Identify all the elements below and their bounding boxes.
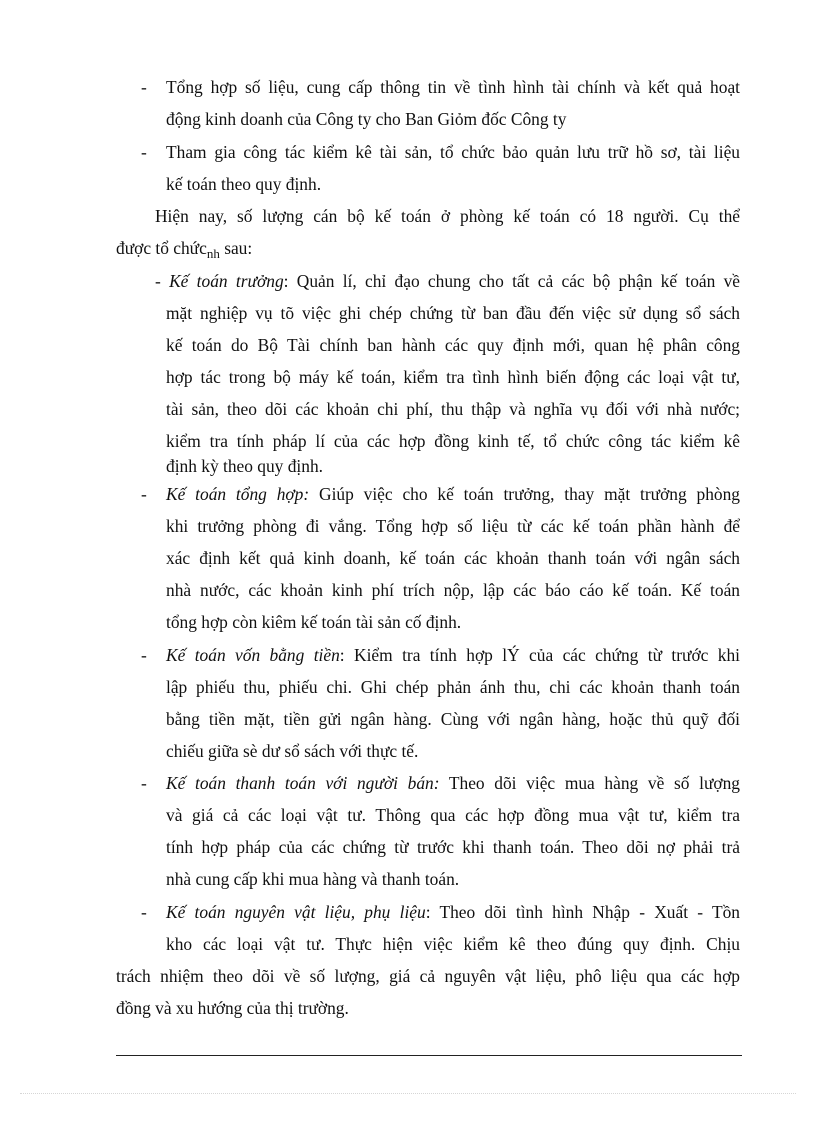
role-line: kiểm tra tính pháp lí của các hợp đồng kinh tế, tổ chức công tác kiểm kê [166,431,740,451]
bullet-line: kế toán theo quy định. [166,174,322,194]
role-line: mặt nghiệp vụ tõ việc ghi chép chứng từ ban đầu đến việc sử dụng sổ sách [166,303,740,323]
role-line: xác định kết quả kinh doanh, kế toán các khoản thanh toán với ngân sách [166,548,740,568]
role-separator: : [283,271,289,291]
role-line: nhà cung cấp khi mua hàng và thanh toán. [166,869,460,889]
bullet-dash: - [141,773,147,793]
role-first-line [166,483,740,505]
role-line: tính hợp pháp của các chứng từ trước khi thanh toán. Theo dõi nợ phải trả [166,837,740,857]
intro-text: sau: [224,238,253,258]
role-line: khi trưởng phòng đi vắng. Tổng hợp số liệu từ các kế toán phần hành để [166,516,740,536]
intro-fragment: nh [206,246,220,261]
footer-rule [116,1055,742,1056]
bullet-dash: - [141,484,147,504]
role-line: tổng hợp còn kiêm kế toán tài sản cố định. [166,612,462,632]
role-line: nhà nước, các khoản kinh phí trích nộp, lập các báo cáo kế toán. Kế toán [166,580,740,600]
role-text: Kiểm tra tính hợp lÝ của các chứng từ trước khi [344,645,740,665]
closing-line: trách nhiệm theo dõi về số lượng, giá cả nguyên vật liệu, phô liệu qua các hợp [116,966,740,986]
role-line: kho các loại vật tư. Thực hiện việc kiểm kê theo đúng quy định. Chịu [166,934,740,954]
role-first-line [166,644,740,666]
role-line: tài sản, theo dõi các khoản chi phí, thu thập và nghĩa vụ đối với nhà nước; [166,399,740,419]
role-separator: : [425,902,431,922]
intro-line [116,237,252,261]
role-line: và giá cả các loại vật tư. Thông qua các hợp đồng mua vật tư, kiểm tra [166,805,740,825]
bullet-dash: - [141,645,147,665]
page-edge-dotted-line [20,1093,796,1094]
bullet-dash: - [141,142,147,162]
role-text: Quản lí, chỉ đạo chung cho tất cả các bộ phận kế toán về [288,271,741,291]
role-text: Theo dõi tình hình Nhập - Xuất - Tồn [430,902,740,922]
role-line: lập phiếu thu, phiếu chi. Ghi chép phản ánh thu, chi các khoản thanh toán [166,677,740,697]
role-first-line [155,270,740,292]
role-line: kế toán do Bộ Tài chính ban hành các quy định mới, quan hệ phân công [166,335,740,355]
bullet-dash: - [141,902,147,922]
bullet-dash: - [155,271,170,291]
role-first-line [166,772,740,794]
role-separator: : [339,645,345,665]
intro-text: được tổ chức [116,238,207,258]
closing-line: đồng và xu hướng của thị trường. [116,998,349,1018]
bullet-line: Tổng hợp số liệu, cung cấp thông tin về tình hình tài chính và kết quả hoạt [166,77,740,97]
role-title: Kế toán thanh toán với người bán: [166,773,440,793]
role-text: Theo dõi việc mua hàng về số lượng [439,773,740,793]
role-title: Kế toán nguyên vật liệu, phụ liệu [166,902,426,922]
role-title: Kế toán tổng hợp: [166,484,310,504]
role-line: chiếu giữa sè dư sổ sách với thực tế. [166,741,419,761]
role-first-line [166,901,740,923]
role-title: Kế toán vốn bằng tiền [166,645,340,665]
bullet-line: Tham gia công tác kiểm kê tài sản, tổ chức bảo quản lưu trữ hồ sơ, tài liệu [166,142,740,162]
bullet-dash: - [141,77,147,97]
role-line: hợp tác trong bộ máy kế toán, kiểm tra tình hình biến động các loại vật tư, [166,367,740,387]
bullet-line: động kinh doanh của Công ty cho Ban Giỏm đốc Công ty [166,109,567,129]
role-title: Kế toán trưởng [169,271,284,291]
intro-line: Hiện nay, số lượng cán bộ kế toán ở phòng kế toán có 18 người. Cụ thể [155,206,740,226]
role-line: định kỳ theo quy định. [166,456,323,476]
role-line: bằng tiền mặt, tiền gửi ngân hàng. Cùng với ngân hàng, hoặc thủ quỹ đối [166,709,740,729]
role-text: Giúp việc cho kế toán trưởng, thay mặt trưởng phòng [309,484,740,504]
